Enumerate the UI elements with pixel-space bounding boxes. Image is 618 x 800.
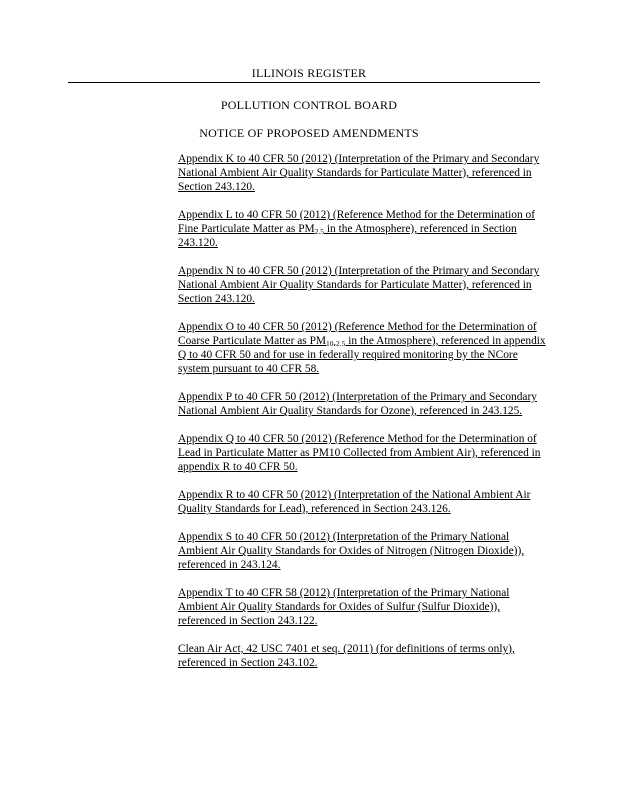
incorporations-list <box>178 152 546 670</box>
board-title: POLLUTION CONTROL BOARD <box>220 98 398 112</box>
header-rule <box>68 82 540 83</box>
entry-text: Clean Air Act, 42 USC 7401 et seq. (2011) (for definitions of terms only), referenced in Section 243.102. <box>178 643 515 669</box>
incorporation-entry <box>178 530 546 572</box>
pm-subscript: 2.5 <box>314 227 325 236</box>
entry-text: Appendix T to 40 CFR 58 (2012) (Interpretation of the Primary National Ambient Air Quality Standards for Oxides of Sulfur (Sulfur Dioxide)), referenced in Section 243.122. <box>178 587 510 627</box>
entry-text: Appendix R to 40 CFR 50 (2012) (Interpretation of the National Ambient Air Quality Standards for Lead), referenced in Section 243.126. <box>178 489 531 515</box>
pm-subscript: 10-2.5 <box>326 339 346 348</box>
register-title: ILLINOIS REGISTER <box>251 66 367 80</box>
entry-text: in the Atmosphere), referenced in Section 243.120. <box>178 223 517 249</box>
incorporation-entry <box>178 586 546 628</box>
incorporation-entry <box>178 642 546 670</box>
incorporation-entry <box>178 390 546 418</box>
incorporation-entry <box>178 488 546 516</box>
entry-text: in the Atmosphere), referenced in appendix Q to 40 CFR 50 and for use in federally required monitoring by the NCore system pursuant to 40 CFR 58. <box>178 335 546 375</box>
incorporation-entry <box>178 152 546 194</box>
entry-text: Appendix S to 40 CFR 50 (2012) (Interpretation of the Primary National Ambient Air Quality Standards for Oxides of Nitrogen (Nitrogen Dioxide)), referenced in 243.124. <box>178 531 525 571</box>
entry-text: Appendix K to 40 CFR 50 (2012) (Interpretation of the Primary and Secondary National Ambient Air Quality Standards for Particulate Matter), referenced in Section 243.120. <box>178 153 540 193</box>
entry-text: Appendix O to 40 CFR 50 (2012) (Reference Method for the Determination of Coarse Particulate Matter as PM <box>178 321 537 347</box>
entry-text: Appendix L to 40 CFR 50 (2012) (Reference Method for the Determination of Fine Particulate Matter as PM <box>178 209 536 235</box>
incorporation-entry <box>178 320 546 376</box>
incorporation-entry <box>178 208 546 250</box>
incorporation-entry <box>178 264 546 306</box>
entry-text: Appendix P to 40 CFR 50 (2012) (Interpretation of the Primary and Secondary National Ambient Air Quality Standards for Ozone), referenced in 243.125. <box>178 391 537 417</box>
entry-text: Appendix Q to 40 CFR 50 (2012) (Reference Method for the Determination of Lead in Particulate Matter as PM10 Collected from Ambient Air), referenced in appendix R to 40 CFR 50. <box>178 433 541 473</box>
incorporation-entry <box>178 432 546 474</box>
entry-text: Appendix N to 40 CFR 50 (2012) (Interpretation of the Primary and Secondary National Ambient Air Quality Standards for Particulate Matter), referenced in Section 243.120. <box>178 265 540 305</box>
notice-title: NOTICE OF PROPOSED AMENDMENTS <box>199 126 419 140</box>
